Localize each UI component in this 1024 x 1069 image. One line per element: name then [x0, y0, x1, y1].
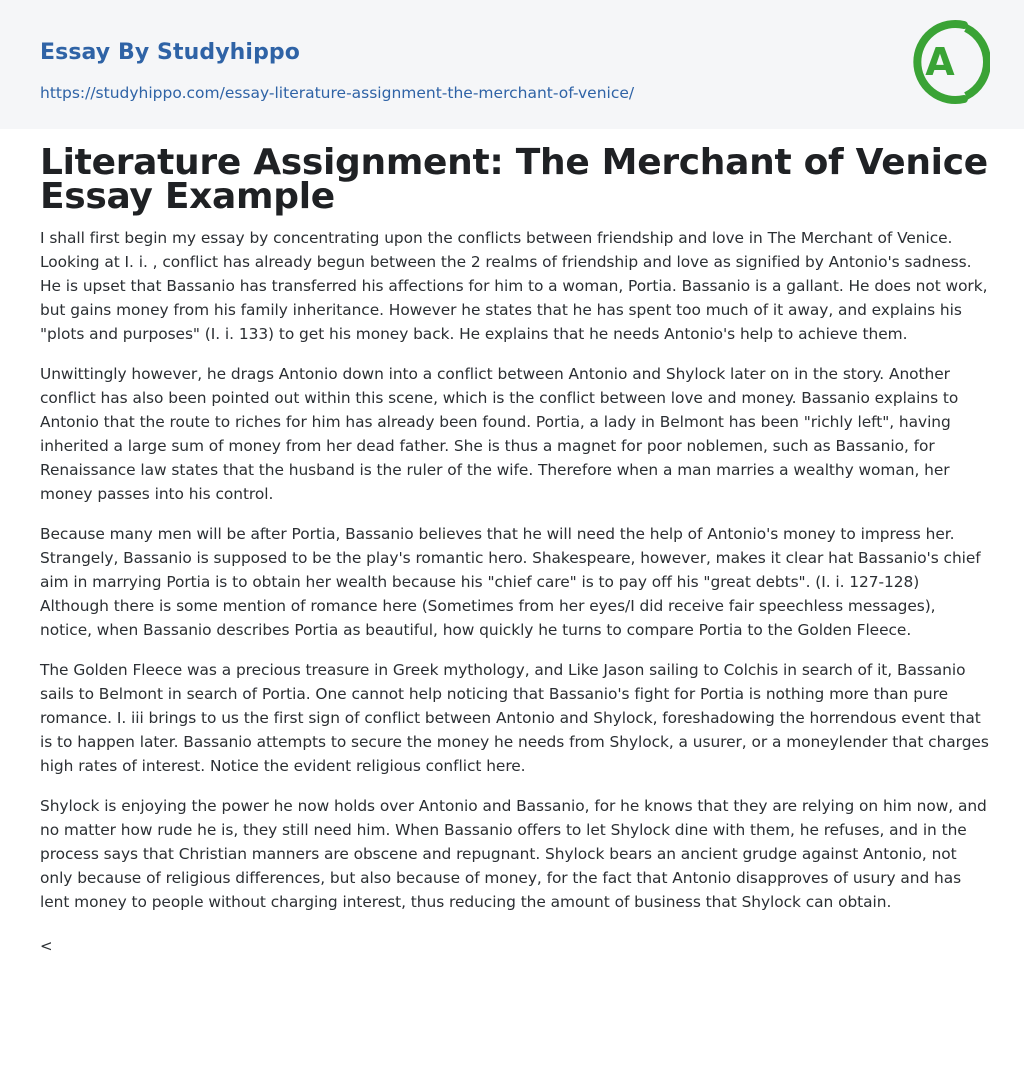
essay-main: [40, 142, 990, 958]
essay-paragraph: Because many men will be after Portia, Bassanio believes that he will need the help of Antonio's money to impress her. Strangely, Bassanio is supposed to be the play's romantic hero. Shakespeare, however, makes it clear hat Bassanio's chief aim in marrying Portia is to obtain her wealth because his "chief care" is to pay off his "great debts". (I. i. 127-128) Although there is some mention of romance here (Sometimes from her eyes/I did receive fair speechless messages), notice, when Bassanio describes Portia as beautiful, how quickly he turns to compare Portia to the Golden Fleece.: [40, 525, 981, 639]
page-url-link[interactable]: https://studyhippo.com/essay-literature-assignment-the-merchant-of-venice/: [40, 84, 635, 102]
essay-paragraph: I shall first begin my essay by concentrating upon the conflicts between friendship and love in The Merchant of Venice. Looking at I. i. , conflict has already begun between the 2 realms of friendship and love as signified by Antonio's sadness. He is upset that Bassanio has transferred his affections for him to a woman, Portia. Bassanio is a gallant. He does not work, but gains money from his family inheritance. However he states that he has spent too much of it away, and explains his "plots and purposes" (I. i. 133) to get his money back. He explains that he needs Antonio's help to achieve them.: [40, 229, 988, 343]
brand-name[interactable]: Essay By Studyhippo: [40, 40, 300, 65]
essay-paragraph: The Golden Fleece was a precious treasure in Greek mythology, and Like Jason sailing to Colchis in search of it, Bassanio sails to Belmont in search of Portia. One cannot help noticing that Bassanio's fight for Portia is nothing more than pure romance. I. iii brings to us the first sign of conflict between Antonio and Shylock, foreshadowing the horrendous event that is to happen later. Bassanio attempts to secure the money he needs from Shylock, a usurer, or a moneylender that charges high rates of interest. Notice the evident religious conflict here.: [40, 661, 989, 775]
essay-paragraph: Unwittingly however, he drags Antonio down into a conflict between Antonio and Shylock later on in the story. Another conflict has also been pointed out within this scene, which is the conflict between love and money. Bassanio explains to Antonio that the route to riches for him has already been found. Portia, a lady in Belmont has been "richly left", having inherited a large sum of money from her dead father. She is thus a magnet for poor noblemen, such as Bassanio, for Renaissance law states that the husband is the ruler of the wife. Therefore when a man marries a wealthy woman, her money passes into his control.: [40, 365, 959, 503]
essay-body: [40, 226, 990, 958]
logo-letter: A: [925, 40, 955, 84]
more-marker: <: [40, 937, 53, 955]
essay-title: Literature Assignment: The Merchant of Venice Essay Example: [40, 142, 988, 217]
site-header: [0, 0, 1024, 129]
logo-a-icon[interactable]: [906, 16, 990, 108]
essay-paragraph: Shylock is enjoying the power he now holds over Antonio and Bassanio, for he knows that they are relying on him now, and no matter how rude he is, they still need him. When Bassanio offers to let Shylock dine with them, he refuses, and in the process says that Christian manners are obscene and repugnant. Shylock bears an ancient grudge against Antonio, not only because of religious differences, but also because of money, for the fact that Antonio disapproves of usury and has lent money to people without charging interest, thus reducing the amount of business that Shylock can obtain.: [40, 797, 987, 911]
